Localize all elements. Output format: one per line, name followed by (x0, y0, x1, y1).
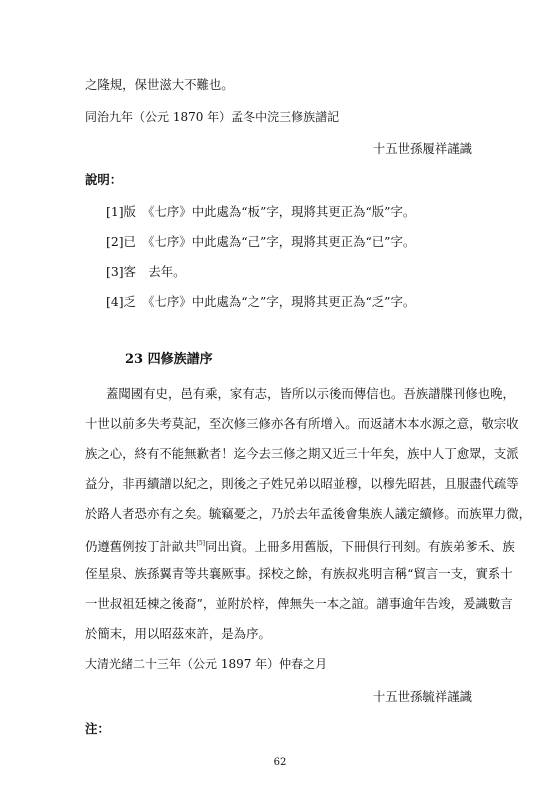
page-number: 62 (273, 757, 287, 768)
date-line-1897: 大清光緒二十三年（公元 1897 年）仲春之月 (85, 657, 328, 671)
annotation-heading: 注： (85, 721, 110, 736)
body-line-9: 於簡末，用以昭茲來許，是為序。 (85, 626, 271, 641)
date-line-1870: 同治九年（公元 1870 年）孟冬中浣三修族譜記 (85, 110, 340, 124)
body-line-6 (85, 536, 515, 555)
signature-lvxiang: 十五世孫履祥謹識 (372, 141, 472, 156)
body-line-3: 族之心，終有不能無歉者！迄今去三修之期又近三十年矣，族中人丁愈眾，支派 (85, 446, 519, 461)
body-line-2: 十世以前多失考莫記，至次修三修亦各有所增入。而返諸木本水源之意，敬宗收 (85, 416, 519, 431)
signature-yuxiang: 十五世孫毓祥謹識 (372, 689, 472, 704)
note-item-1: [1]版 《七序》中此處為“板”字，現將其更正為“版”字。 (106, 204, 416, 219)
body-line-6-start: 仍遵舊例按丁計畝共 (85, 539, 197, 554)
body-line-7: 侄星泉、族孫翼青等共襄厥事。採校之餘，有族叔兆明言稱“貿言一支，實系十 (85, 566, 513, 581)
body-line-4: 益分，非再續譜以紀之，則後之子姓兄弟以昭並穆，以穆先昭甚，且服盡代疏等 (85, 476, 519, 491)
note-item-3: [3]客 去年。 (106, 264, 186, 279)
body-line-8: 一世叔祖廷棟之後裔”，並附於梓，俾無失一本之誼。譜事逾年告竣，爰識數言 (85, 596, 513, 611)
notes-heading: 說明： (85, 172, 123, 187)
note-item-2: [2]已 《七序》中此處為“己”字，現將其更正為“已”字。 (106, 234, 416, 249)
intro-tail-line: 之隆規，保世滋大不難也。 (85, 77, 234, 92)
body-line-6-end: 同出資。上冊多用舊版，下冊倶行刊刻。有族弟爹禾、族 (205, 539, 515, 554)
body-line-1: 蓋聞國有史，邑有乘，家有志，皆所以示後而傳信也。吾族譜牒刊修也晚， (106, 386, 515, 401)
section-title: 23 四修族譜序 (125, 352, 213, 367)
body-line-5: 於路人者恐亦有之矣。毓竊憂之，乃於去年孟後會集族人議定續修。而族單力微， (85, 506, 532, 521)
note-item-4: [4]乏 《七序》中此處為“之”字，現將其更正為“乏”字。 (106, 294, 416, 309)
footnote-marker: [5] (196, 540, 206, 547)
